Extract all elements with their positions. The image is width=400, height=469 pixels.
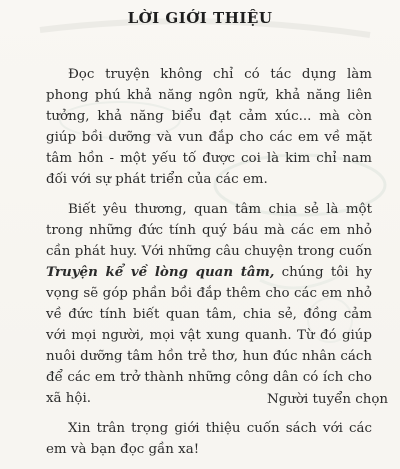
document-body <box>46 64 372 469</box>
signature: Người tuyển chọn <box>267 392 389 407</box>
book-title: Truyện kể về lòng quan tâm, <box>46 264 275 280</box>
paragraph-1: Đọc truyện không chỉ có tác dụng làm phong phú khả năng ngôn ngữ, khả năng liên tưởng, khả năng biểu đạt cảm xúc... mà còn giúp bồi dưỡng và vun đắp cho các em về mặt tâm hồn - một yếu tố được coi là kim chỉ nam đối với sự phát triển của các em. <box>46 67 372 187</box>
page-title: LỜI GIỚI THIỆU <box>127 9 273 27</box>
paragraph-3: Xin trân trọng giới thiệu cuốn sách với các em và bạn đọc gần xa! <box>46 421 372 457</box>
paragraph-2-text-before: Biết yêu thương, quan tâm chia sẻ là một trong những đức tính quý báu mà các em nhỏ cần phát huy. Với những câu chuyện trong cuốn <box>46 202 372 259</box>
paragraph-2 <box>46 199 372 409</box>
paragraph-2-text-after: chúng tôi hy vọng sẽ góp phần bồi đắp thêm cho các em nhỏ về đức tính biết quan tâm, chia sẻ, đồng cảm với mọi người, mọi vật xung quanh. Từ đó giúp nuôi dưỡng tâm hồn trẻ thơ, hun đúc nhân cách để các em trở thành những công dân có ích cho xã hội. <box>46 265 372 406</box>
